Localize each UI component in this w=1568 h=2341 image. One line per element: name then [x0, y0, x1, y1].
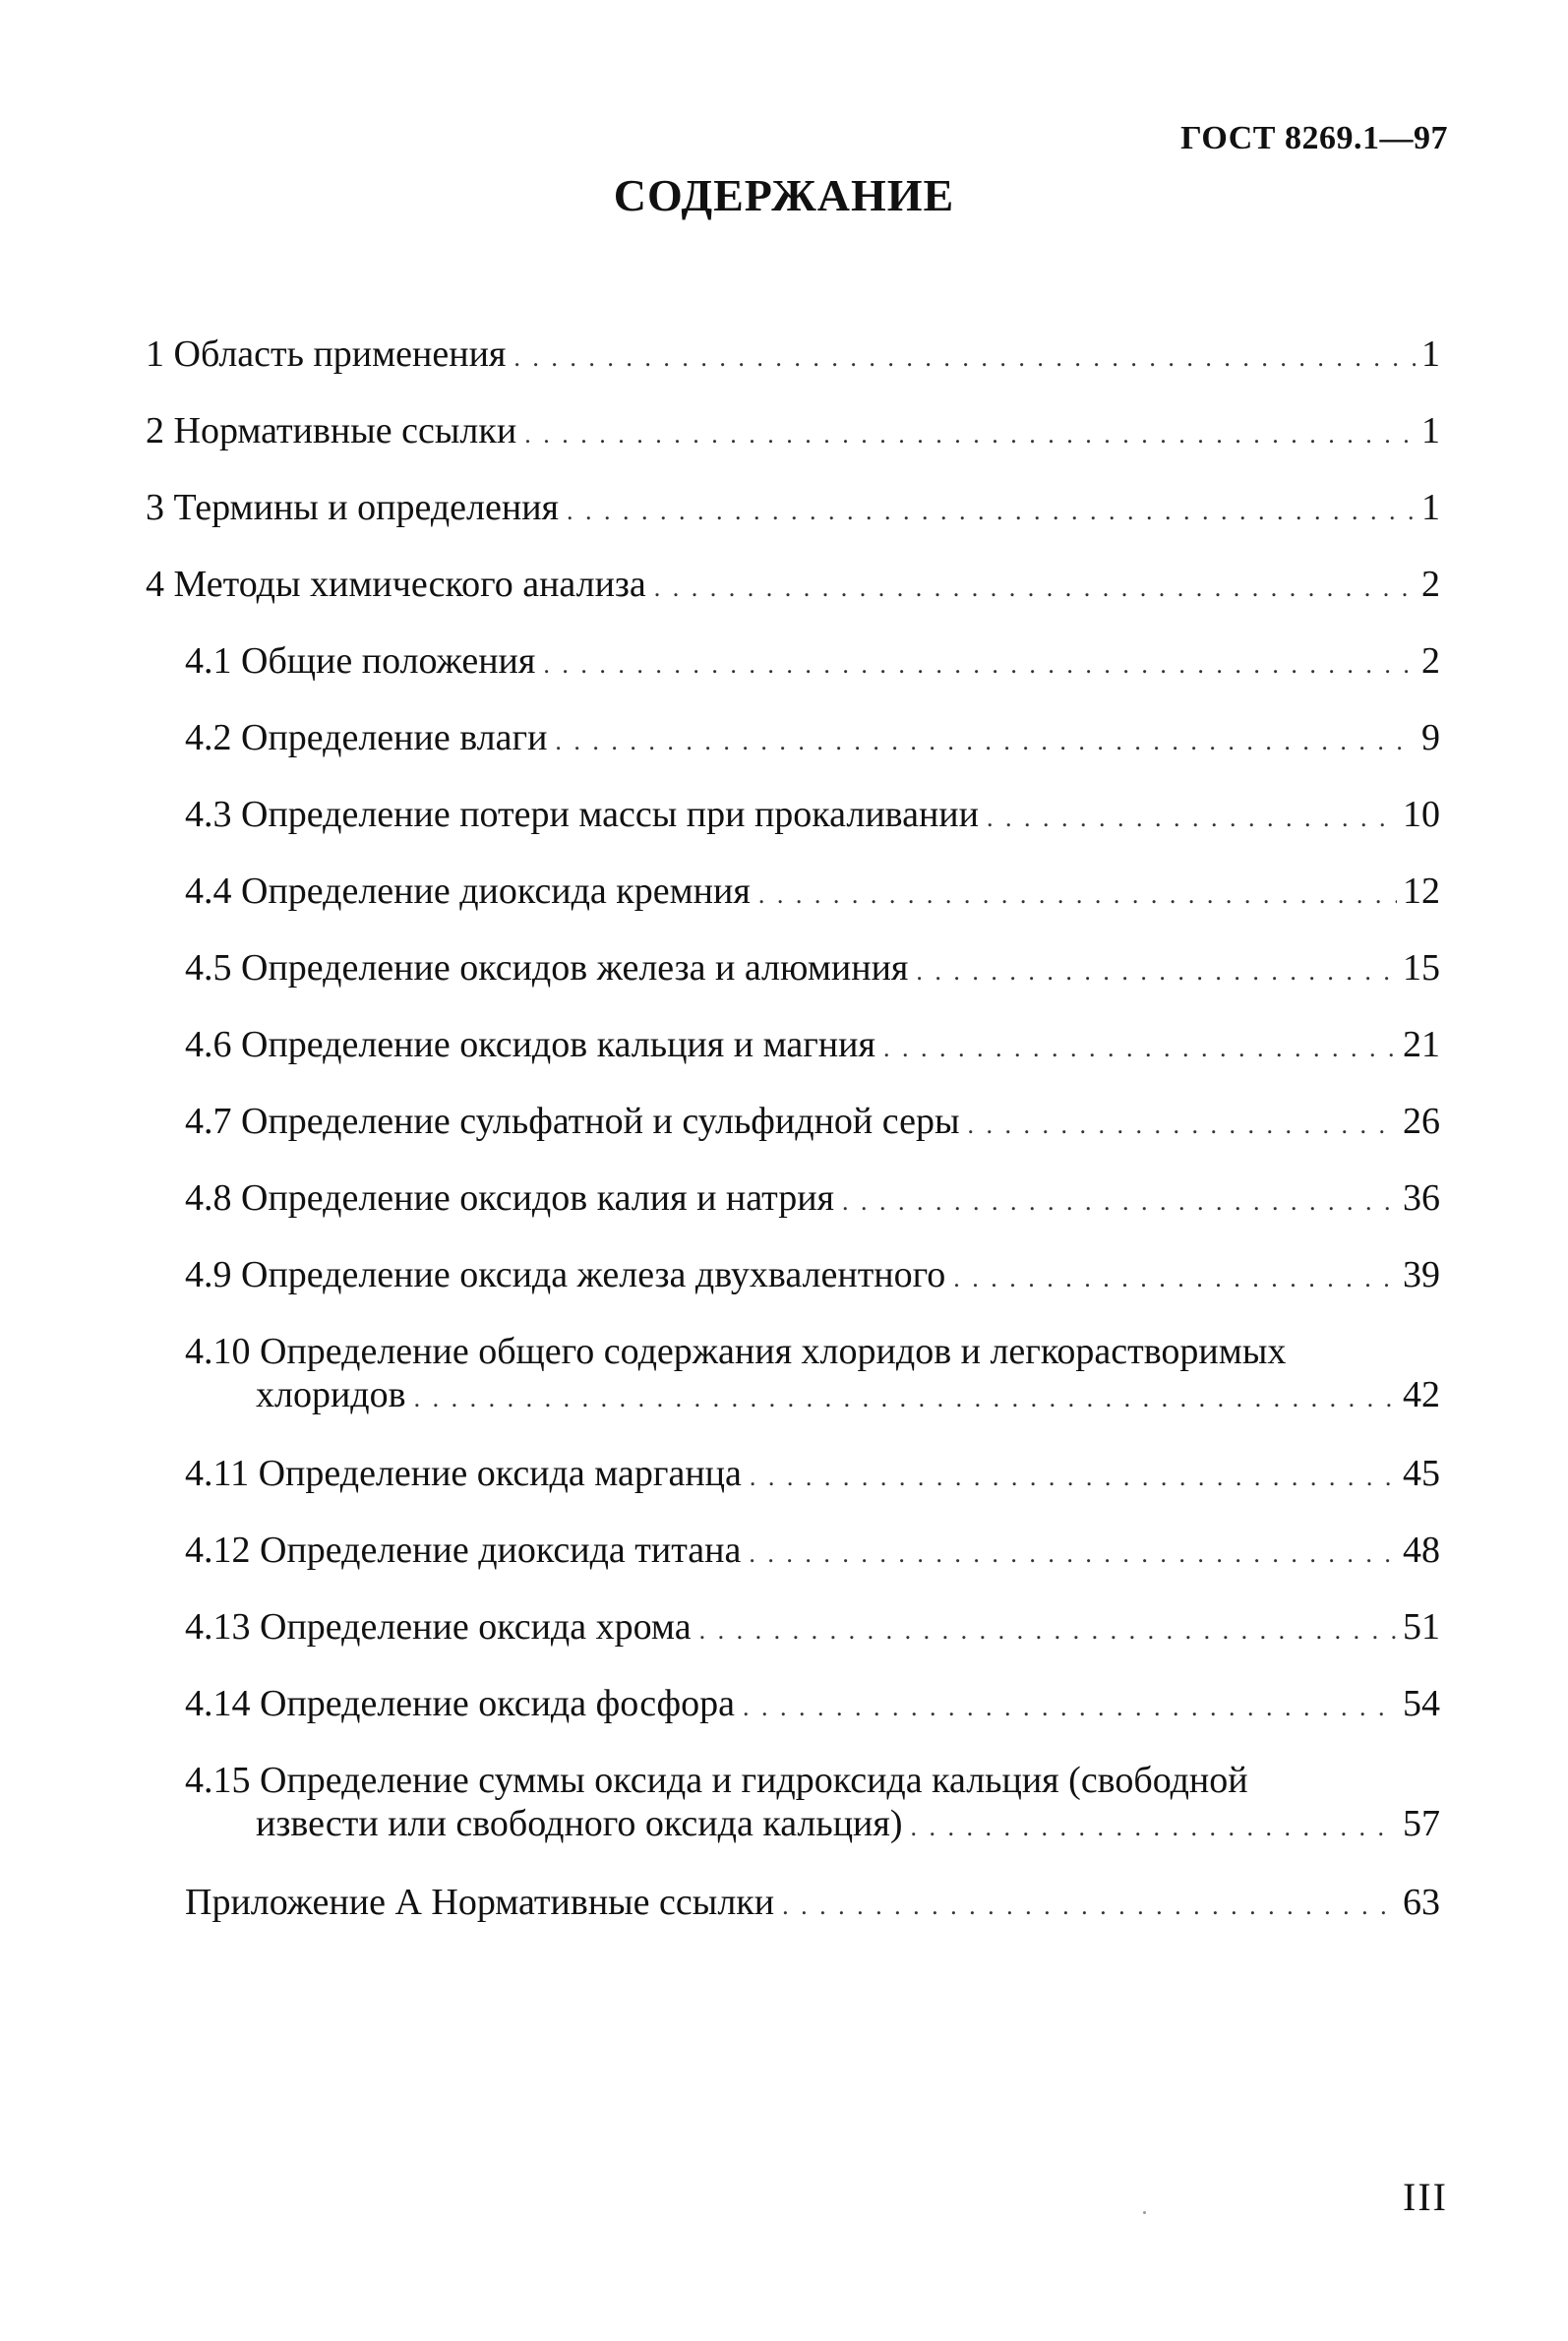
dot-leader: [758, 873, 1397, 917]
dot-leader: [555, 720, 1416, 763]
toc-entry-4-12[interactable]: [146, 1529, 1440, 1576]
toc-entry-page: 10: [1403, 794, 1440, 835]
dot-leader: [842, 1180, 1397, 1224]
toc-entry-label: 4.13 Определение оксида хрома: [185, 1606, 692, 1648]
scan-speck: [1143, 2211, 1146, 2214]
dot-leader: [782, 1885, 1397, 1928]
dot-leader: [916, 950, 1397, 993]
page-title: СОДЕРЖАНИЕ: [613, 170, 955, 220]
toc-entry-page: 51: [1403, 1606, 1440, 1648]
toc-entry-label: 4.11 Определение оксида марганца: [185, 1453, 742, 1494]
toc-entry-label: 4.12 Определение диоксида титана: [185, 1530, 742, 1571]
toc-entry-label: 3 Термины и определения: [146, 487, 560, 528]
toc-entry-label: 4.6 Определение оксидов кальция и магния: [185, 1024, 875, 1065]
toc-entry-4-11[interactable]: [146, 1452, 1440, 1499]
dot-leader: [750, 1456, 1397, 1499]
dot-leader: [654, 567, 1416, 610]
toc-entry-4-4[interactable]: [146, 870, 1440, 917]
toc-entry-page: 39: [1403, 1254, 1440, 1295]
toc-entry-page: 57: [1403, 1803, 1440, 1844]
toc-entry-page: 21: [1403, 1024, 1440, 1065]
toc-entry-label-line1: 4.15 Определение суммы оксида и гидроксида кальция (свободной: [185, 1760, 1248, 1801]
toc-entry-label: 4.8 Определение оксидов калия и натрия: [185, 1177, 835, 1219]
dot-leader: [524, 413, 1416, 456]
toc-entry-4-3[interactable]: [146, 793, 1440, 840]
toc-entry-label: 4.9 Определение оксида железа двухвалентного: [185, 1254, 946, 1295]
dot-leader: [513, 336, 1416, 380]
toc-entry-page: 45: [1403, 1453, 1440, 1494]
toc-entry-3[interactable]: [146, 486, 1440, 533]
page-number: III: [1403, 2175, 1448, 2219]
dot-leader: [567, 490, 1416, 533]
toc-entry-page: 48: [1403, 1530, 1440, 1571]
toc-entry-4-1[interactable]: [146, 639, 1440, 687]
toc-entry-page: 15: [1403, 947, 1440, 989]
toc-entry-label: 4.14 Определение оксида фосфора: [185, 1683, 736, 1724]
dot-leader: [911, 1806, 1397, 1849]
toc-entry-appendix-a[interactable]: [146, 1881, 1440, 1928]
toc-entry-4-5[interactable]: [146, 946, 1440, 993]
toc-entry-4-10[interactable]: [146, 1330, 1440, 1420]
dot-leader: [414, 1377, 1397, 1420]
toc-entry-label-line2: хлоридов: [256, 1374, 406, 1415]
toc-entry-label: 4.1 Общие положения: [185, 640, 536, 682]
toc-entry-label: 4.4 Определение диоксида кремния: [185, 870, 751, 912]
toc-entry-page: 26: [1403, 1101, 1440, 1142]
toc-entry-page: 2: [1421, 564, 1440, 605]
toc-entry-label: Приложение А Нормативные ссылки: [185, 1882, 775, 1923]
toc-entry-label-line2: извести или свободного оксида кальция): [256, 1803, 903, 1844]
toc-entry-4-15[interactable]: [146, 1759, 1440, 1849]
toc-entry-label: 4.3 Определение потери массы при прокаливании: [185, 794, 979, 835]
toc-entry-label: 2 Нормативные ссылки: [146, 410, 517, 451]
standard-code: ГОСТ 8269.1—97: [1180, 120, 1448, 156]
toc-entry-page: 63: [1403, 1882, 1440, 1923]
dot-leader: [883, 1027, 1397, 1070]
dot-leader: [987, 797, 1397, 840]
toc-entry-4-14[interactable]: [146, 1682, 1440, 1729]
toc-entry-4[interactable]: [146, 563, 1440, 610]
dot-leader: [953, 1257, 1397, 1300]
toc-entry-4-9[interactable]: [146, 1253, 1440, 1300]
toc-entry-4-6[interactable]: [146, 1023, 1440, 1070]
toc-entry-page: 42: [1403, 1374, 1440, 1415]
toc-entry-label: 1 Область применения: [146, 333, 507, 375]
toc-entry-label-line1: 4.10 Определение общего содержания хлоридов и легкорастворимых: [185, 1331, 1287, 1372]
toc-entry-page: 1: [1421, 410, 1440, 451]
toc-entry-1[interactable]: [146, 332, 1440, 380]
toc-entry-page: 54: [1403, 1683, 1440, 1724]
toc-entry-label: 4.2 Определение влаги: [185, 717, 548, 758]
dot-leader: [699, 1609, 1397, 1652]
toc-entry-page: 12: [1403, 870, 1440, 912]
toc-entry-page: 1: [1421, 487, 1440, 528]
dot-leader: [543, 643, 1416, 687]
dot-leader: [968, 1104, 1398, 1147]
toc-entry-4-8[interactable]: [146, 1176, 1440, 1224]
toc-entry-page: 1: [1421, 333, 1440, 375]
toc-entry-4-2[interactable]: [146, 716, 1440, 763]
dot-leader: [749, 1532, 1397, 1576]
toc-entry-4-7[interactable]: [146, 1100, 1440, 1147]
toc-entry-label: 4.5 Определение оксидов железа и алюминия: [185, 947, 909, 989]
toc-entry-page: 9: [1421, 717, 1440, 758]
toc-entry-label: 4 Методы химического анализа: [146, 564, 646, 605]
toc-entry-page: 36: [1403, 1177, 1440, 1219]
toc-entry-page: 2: [1421, 640, 1440, 682]
toc-entry-2[interactable]: [146, 409, 1440, 456]
toc-entry-4-13[interactable]: [146, 1605, 1440, 1652]
toc-entry-label: 4.7 Определение сульфатной и сульфидной серы: [185, 1101, 960, 1142]
dot-leader: [743, 1686, 1397, 1729]
